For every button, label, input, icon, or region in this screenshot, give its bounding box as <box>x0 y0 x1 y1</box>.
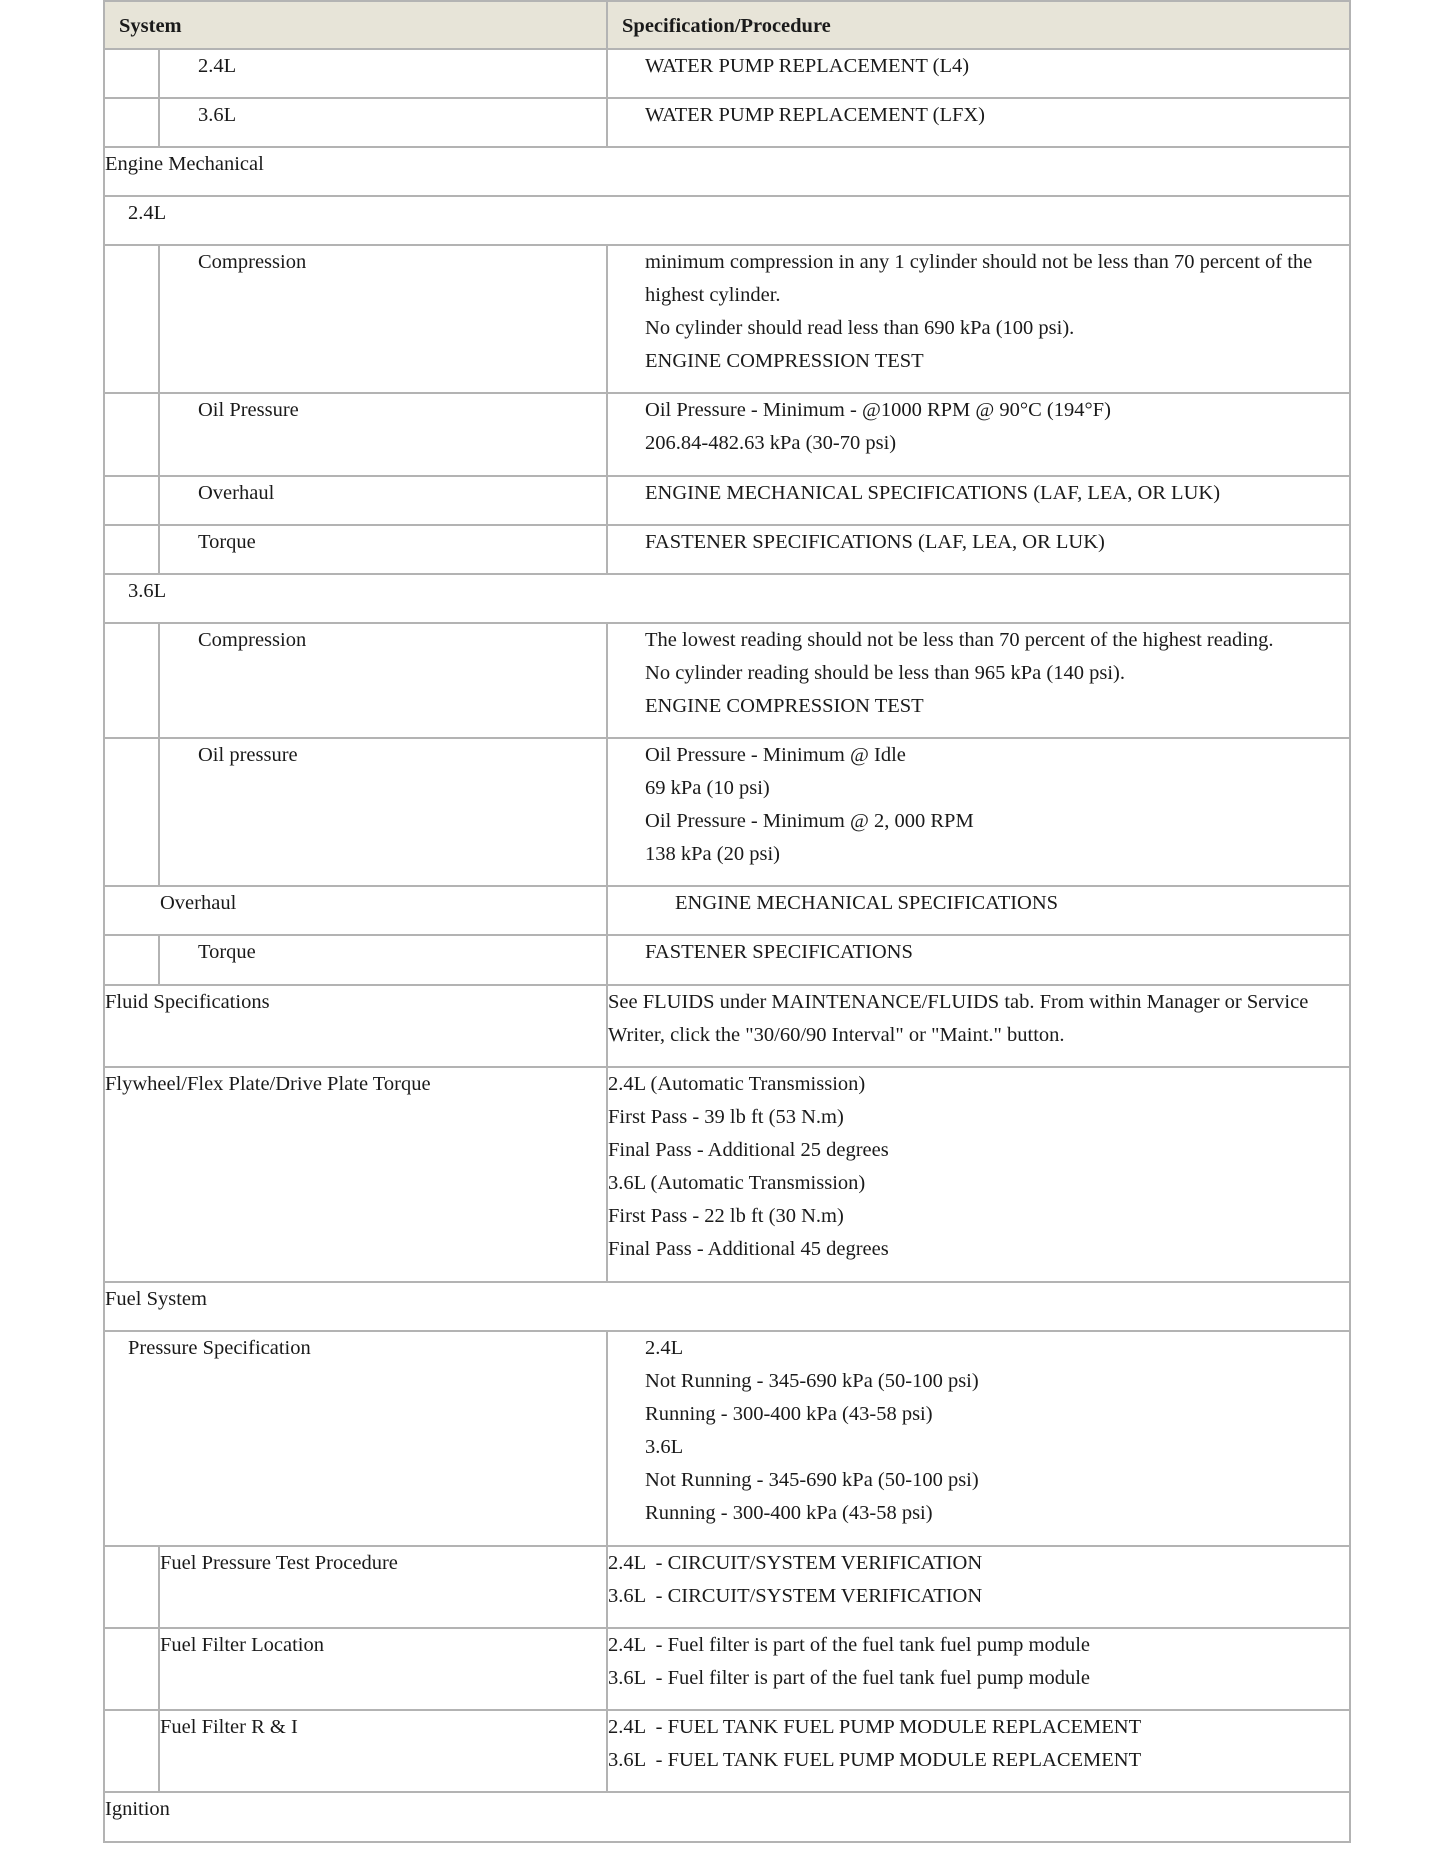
system-cell <box>159 935 607 985</box>
spec-line: Oil Pressure - Minimum @ Idle <box>645 744 906 766</box>
table-row <box>104 98 1350 147</box>
indent-cell <box>104 476 159 525</box>
spec-cell <box>607 935 1350 985</box>
section-label: Ignition <box>105 1798 170 1820</box>
spec-line: minimum compression in any 1 cylinder should not be less than 70 percent of the highest cylinder. <box>645 251 1313 306</box>
table-row <box>104 1331 1350 1546</box>
system-cell <box>159 1628 607 1710</box>
subsection-label: 3.6L <box>128 580 167 602</box>
spec-line: 2.4L - FUEL TANK FUEL PUMP MODULE REPLACEMENT <box>608 1716 1142 1738</box>
spec-line: 2.4L - Fuel filter is part of the fuel tank fuel pump module <box>608 1634 1091 1656</box>
spec-line: 3.6L (Automatic Transmission) <box>608 1172 866 1194</box>
spec-line: No cylinder reading should be less than 965 kPa (140 psi). <box>645 662 1125 684</box>
table-row <box>104 886 1350 935</box>
system-label: Compression <box>198 251 307 273</box>
system-label: Fuel Pressure Test Procedure <box>160 1552 398 1574</box>
spec-line: 69 kPa (10 psi) <box>645 777 770 799</box>
indent-cell <box>104 525 159 574</box>
spec-cell <box>607 393 1350 476</box>
section-label: Engine Mechanical <box>105 153 264 175</box>
table-row <box>104 574 1350 623</box>
table-row <box>104 147 1350 196</box>
spec-cell <box>607 1710 1350 1792</box>
system-label: 3.6L <box>198 104 237 126</box>
system-label: Flywheel/Flex Plate/Drive Plate Torque <box>105 1073 431 1095</box>
spec-line: See FLUIDS under MAINTENANCE/FLUIDS tab. From within Manager or Service Writer, click the "30/60/90 Interval" or "Maint." button. <box>608 991 1309 1046</box>
table-row <box>104 196 1350 245</box>
table-row <box>104 1546 1350 1628</box>
spec-cell <box>607 886 1350 935</box>
spec-line: 3.6L <box>645 1436 684 1458</box>
system-label: Overhaul <box>160 892 237 914</box>
table-row <box>104 738 1350 886</box>
spec-line: First Pass - 22 lb ft (30 N.m) <box>608 1205 844 1227</box>
spec-line: FASTENER SPECIFICATIONS <box>645 941 913 963</box>
subsection-cell <box>104 196 1350 245</box>
table-row <box>104 935 1350 985</box>
spec-line: Not Running - 345-690 kPa (50-100 psi) <box>645 1370 979 1392</box>
spec-line: Oil Pressure - Minimum @ 2, 000 RPM <box>645 810 974 832</box>
spec-line: 2.4L <box>645 1337 684 1359</box>
table-row <box>104 245 1350 393</box>
indent-cell <box>104 245 159 393</box>
spec-line: ENGINE COMPRESSION TEST <box>645 350 924 372</box>
spec-line: WATER PUMP REPLACEMENT (LFX) <box>645 104 985 126</box>
system-cell <box>159 525 607 574</box>
table-row <box>104 49 1350 98</box>
subsection-label: 2.4L <box>128 202 167 224</box>
spec-cell <box>607 98 1350 147</box>
spec-cell <box>607 623 1350 738</box>
system-label: Compression <box>198 629 307 651</box>
system-label: Pressure Specification <box>128 1337 311 1359</box>
section-cell <box>104 1792 1350 1842</box>
section-label: Fuel System <box>105 1288 207 1310</box>
table-row <box>104 1792 1350 1842</box>
system-cell <box>159 245 607 393</box>
spec-line: The lowest reading should not be less than 70 percent of the highest reading. <box>645 629 1274 651</box>
system-label: Fuel Filter R & I <box>160 1716 298 1738</box>
spec-cell <box>607 1331 1350 1546</box>
system-label: Overhaul <box>198 482 275 504</box>
table-row <box>104 393 1350 476</box>
spec-line: ENGINE MECHANICAL SPECIFICATIONS <box>675 892 1059 914</box>
spec-line: ENGINE COMPRESSION TEST <box>645 695 924 717</box>
spec-line: WATER PUMP REPLACEMENT (L4) <box>645 55 970 77</box>
system-label: Oil Pressure <box>198 399 299 421</box>
system-label: Oil pressure <box>198 744 298 766</box>
indent-cell <box>104 1710 159 1792</box>
spec-cell <box>607 525 1350 574</box>
system-cell <box>159 476 607 525</box>
spec-cell <box>607 1067 1350 1282</box>
indent-cell <box>104 1546 159 1628</box>
spec-line: Running - 300-400 kPa (43-58 psi) <box>645 1502 933 1524</box>
table-row <box>104 1282 1350 1331</box>
indent-cell <box>104 1628 159 1710</box>
indent-cell <box>104 393 159 476</box>
indent-cell <box>104 935 159 985</box>
spec-line: Final Pass - Additional 45 degrees <box>608 1238 889 1260</box>
table-row <box>104 1710 1350 1792</box>
spec-line: Running - 300-400 kPa (43-58 psi) <box>645 1403 933 1425</box>
spec-line: 3.6L - FUEL TANK FUEL PUMP MODULE REPLACEMENT <box>608 1749 1142 1771</box>
system-cell <box>159 1710 607 1792</box>
system-label: Torque <box>198 531 256 553</box>
subsection-cell <box>104 574 1350 623</box>
table-row <box>104 476 1350 525</box>
spec-cell <box>607 985 1350 1067</box>
spec-cell <box>607 738 1350 886</box>
table-row <box>104 985 1350 1067</box>
header-row <box>104 1 1350 49</box>
system-cell <box>159 738 607 886</box>
spec-table <box>103 0 1351 1843</box>
spec-line: 3.6L - Fuel filter is part of the fuel tank fuel pump module <box>608 1667 1091 1689</box>
section-cell <box>104 147 1350 196</box>
spec-line: Oil Pressure - Minimum - @1000 RPM @ 90°C (194°F) <box>645 399 1111 421</box>
indent-cell <box>104 98 159 147</box>
system-label: Fluid Specifications <box>105 991 270 1013</box>
spec-line: ENGINE MECHANICAL SPECIFICATIONS (LAF, LEA, OR LUK) <box>645 482 1221 504</box>
header-spec: Specification/Procedure <box>607 1 1350 49</box>
system-cell <box>104 1331 607 1546</box>
header-system: System <box>104 1 607 49</box>
table-row <box>104 1628 1350 1710</box>
spec-line: 206.84-482.63 kPa (30-70 psi) <box>645 432 897 454</box>
system-cell <box>159 393 607 476</box>
spec-line: First Pass - 39 lb ft (53 N.m) <box>608 1106 844 1128</box>
section-cell <box>104 1282 1350 1331</box>
indent-cell <box>104 623 159 738</box>
system-cell <box>104 985 607 1067</box>
spec-line: Final Pass - Additional 25 degrees <box>608 1139 889 1161</box>
table-row <box>104 1067 1350 1282</box>
spec-line: FASTENER SPECIFICATIONS (LAF, LEA, OR LUK) <box>645 531 1105 553</box>
spec-line: No cylinder should read less than 690 kPa (100 psi). <box>645 317 1075 339</box>
indent-cell <box>104 738 159 886</box>
spec-cell <box>607 1546 1350 1628</box>
spec-cell <box>607 476 1350 525</box>
system-cell <box>159 49 607 98</box>
spec-cell <box>607 1628 1350 1710</box>
spec-cell <box>607 245 1350 393</box>
system-cell <box>159 623 607 738</box>
spec-line: 2.4L (Automatic Transmission) <box>608 1073 866 1095</box>
system-cell <box>104 886 607 935</box>
indent-cell <box>104 49 159 98</box>
table-row <box>104 525 1350 574</box>
system-label: Torque <box>198 941 256 963</box>
system-cell <box>104 1067 607 1282</box>
spec-cell <box>607 49 1350 98</box>
spec-line: 2.4L - CIRCUIT/SYSTEM VERIFICATION <box>608 1552 983 1574</box>
spec-line: Not Running - 345-690 kPa (50-100 psi) <box>645 1469 979 1491</box>
spec-line: 3.6L - CIRCUIT/SYSTEM VERIFICATION <box>608 1585 983 1607</box>
table-row <box>104 623 1350 738</box>
system-cell <box>159 98 607 147</box>
system-label: 2.4L <box>198 55 237 77</box>
system-label: Fuel Filter Location <box>160 1634 324 1656</box>
system-cell <box>159 1546 607 1628</box>
spec-line: 138 kPa (20 psi) <box>645 843 780 865</box>
